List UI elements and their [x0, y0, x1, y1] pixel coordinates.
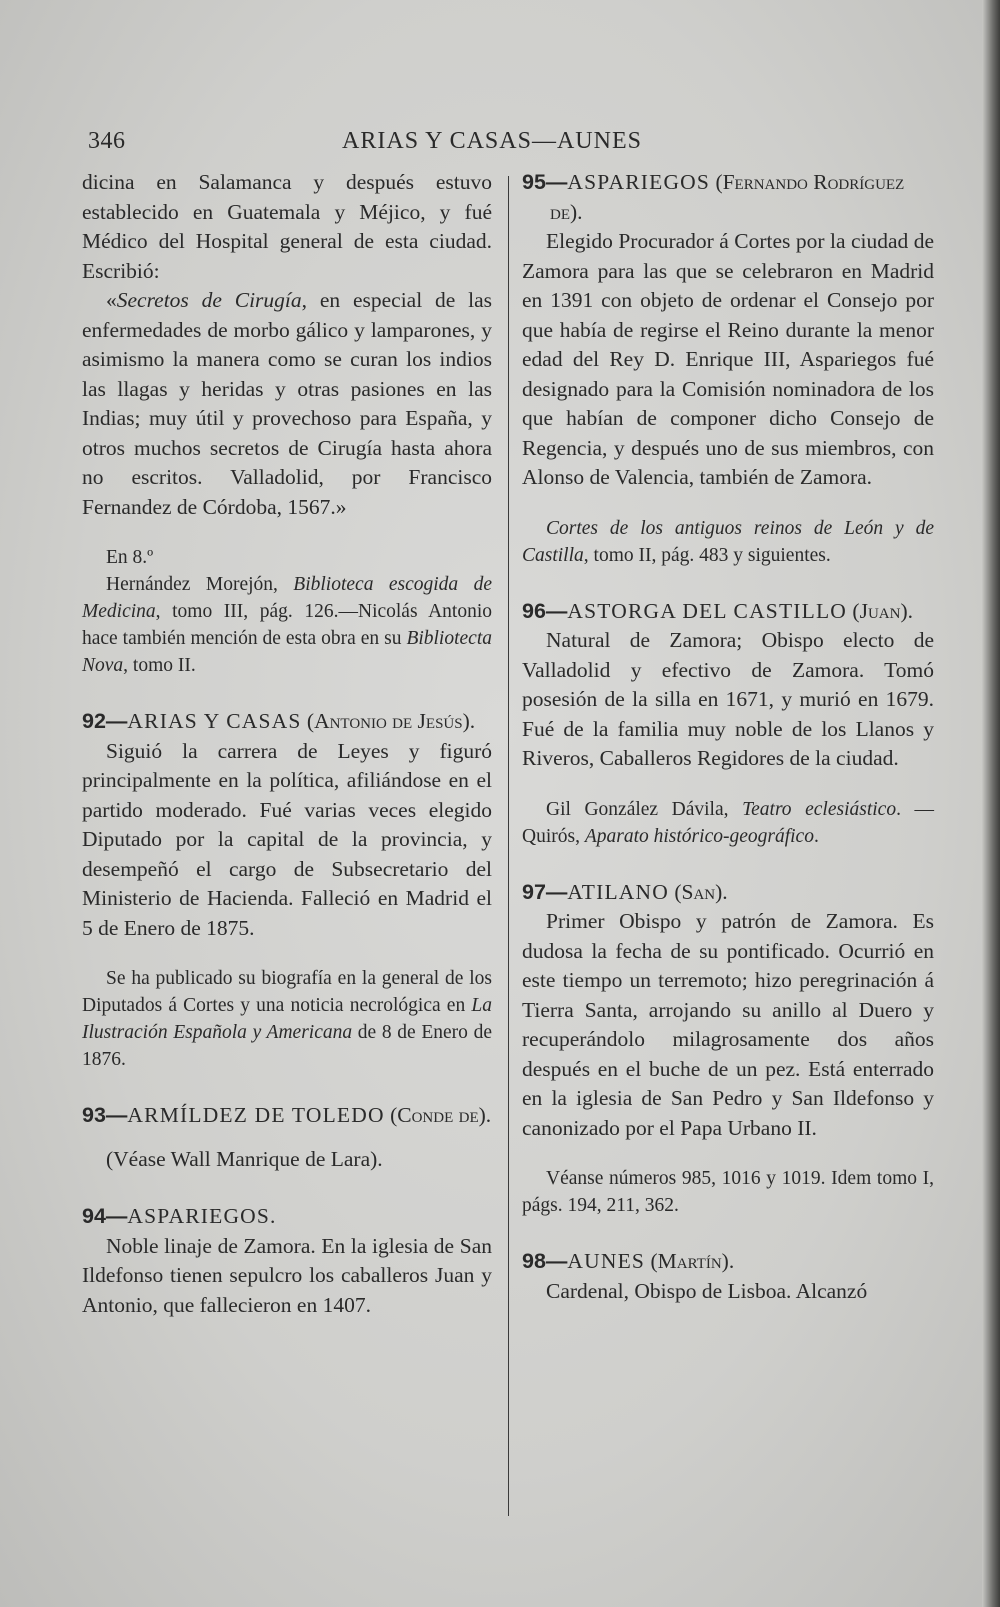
column-divider	[508, 176, 509, 1516]
entry-text-94: Noble linaje de Zamora. En la iglesia de San Ildefonso tienen sepulcro los caballeros Juan y Antonio, que fallecieron en 1407.	[82, 1233, 492, 1317]
continued-text: dicina en Salamanca y después estuvo establecido en Guatemala y Méjico, y fué Médico del Hospital general de esta ciudad. Escribió:	[82, 170, 492, 283]
right-column	[522, 168, 934, 1306]
entry-text-93: (Véase Wall Manrique de Lara).	[106, 1146, 383, 1171]
left-column	[82, 168, 492, 1320]
page-edge-shadow	[982, 0, 1000, 1607]
quote-title: Secretos de Cirugía	[116, 288, 302, 312]
entry-heading-97: 97—ATILANO (San).	[522, 879, 728, 904]
reference-note: Hernández Morejón, Biblioteca escogida de Medicina, tomo III, pág. 126.—Nicolás Antonio hace también mención de esta obra en su Bibliotecta Nova, tomo II.	[82, 574, 492, 676]
page-header	[88, 128, 896, 160]
entry-text-92: Siguió la carrera de Leyes y figuró principalmente en la política, afiliándose en el partido moderado. Fué varias veces elegido Diputado por la capital de la provincia, y desempeñó el cargo de Subsecretario del Ministerio de Hacienda. Falleció en Madrid el 5 de Enero de 1875.	[82, 738, 492, 940]
entry-heading-93: 93—ARMÍLDEZ DE TOLEDO (Conde de).	[82, 1103, 492, 1127]
entry-ref-96: Gil González Dávila, Teatro eclesiástico. —Quirós, Aparato histórico-geográfico.	[522, 798, 935, 847]
entry-ref-97: Véanse números 985, 1016 y 1019. Idem tomo I, págs. 194, 211, 362.	[522, 1168, 934, 1216]
entry-heading-94: 94—ASPARIEGOS.	[82, 1204, 277, 1228]
page-number: 346	[88, 128, 126, 154]
running-head: ARIAS Y CASAS—AUNES	[342, 128, 642, 154]
entry-heading-96: 96—ASTORGA DEL CASTILLO (Juan).	[522, 598, 913, 623]
entry-heading-92: 92—ARIAS Y CASAS (Antonio de Jesús).	[82, 709, 476, 733]
entry-text-95: Elegido Procurador á Cortes por la ciudad de Zamora para las que se celebraron en Madrid en 1391 con objeto de ordenar el Consejo por que había de regirse el Reino durante la menor edad del Rey D. Enrique III, Aspariegos fué designado para la Comisión nominadora de los que habían de componer dicho Consejo de Regencia, y después uno de sus miembros, con Alonso de Valencia, también de Zamora.	[522, 229, 934, 489]
entry-ref-95: Cortes de los antiguos reinos de León y de Castilla, tomo II, pág. 483 y siguientes.	[522, 517, 934, 566]
book-title-quote: «Secretos de Cirugía, en especial de las enfermedades de morbo gálico y lamparones, y asimismo la manera como se curan los indios las llagas y heridas y otras pasiones en las Indias; muy útil y provechoso para España, y otros muchos secretos de Cirugía hasta ahora no escritos. Valladolid, por Francisco Fernandez de Córdoba, 1567.»	[82, 288, 493, 519]
entry-ref-92: Se ha publicado su biografía en la general de los Diputados á Cortes y una noticia necrológica en La Ilustración Española y Americana de 8 de Enero de 1876.	[82, 968, 492, 1070]
entry-heading-95: 95—ASPARIEGOS (Fernando Rodríguez de).	[522, 170, 905, 224]
entry-heading-98: 98—AUNES (Martín).	[522, 1249, 735, 1273]
entry-text-98: Cardenal, Obispo de Lisboa. Alcanzó	[546, 1278, 868, 1303]
book-format: En 8.º	[106, 547, 154, 568]
entry-text-96: Natural de Zamora; Obispo electo de Valladolid y efectivo de Zamora. Tomó posesión de la silla en 1671, y murió en 1679. Fué de la familia muy noble de los Llanos y Riveros, Caballeros Regidores de la ciudad.	[522, 628, 934, 770]
entry-text-97: Primer Obispo y patrón de Zamora. Es dudosa la fecha de su pontificado. Ocurrió en este tiempo un terremoto; hizo peregrinación á Tierra Santa, arrojando su anillo al Duero y recuperándolo milagrosamente dos años después en el buche de un pez. Está enterrado en la iglesia de San Pedro y San Ildefonso y canonizado por el Papa Urbano II.	[522, 909, 934, 1140]
